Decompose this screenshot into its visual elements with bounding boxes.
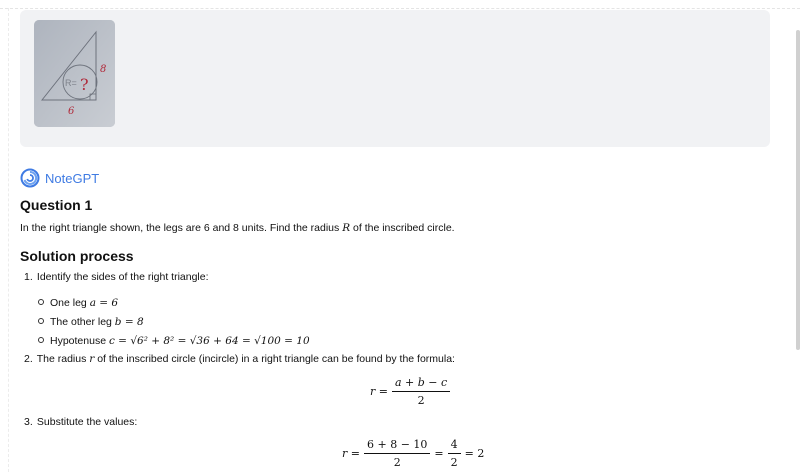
formula-fraction-2 — [448, 438, 461, 469]
formula-denominator: 2 — [417, 394, 425, 407]
question-text — [20, 222, 455, 234]
step-2-variable: r — [89, 353, 95, 365]
frame-top-border — [0, 8, 800, 9]
step-2-number: 2. — [24, 353, 33, 365]
bullet-text: Hypotenuse — [50, 335, 107, 347]
formula-lhs: r = — [370, 385, 388, 398]
question-variable: R — [342, 222, 351, 234]
step-1-number: 1. — [24, 271, 33, 283]
step-2 — [24, 353, 455, 365]
sketch-question-mark: ? — [80, 75, 89, 94]
bullet-leg-b — [38, 316, 144, 328]
question-title: Question 1 — [20, 197, 93, 213]
bullet-math: b = 8 — [114, 316, 144, 328]
step-2-text-before: The radius — [36, 353, 90, 365]
uploaded-image-panel — [20, 10, 770, 147]
bullet-icon — [38, 299, 44, 305]
incircle-formula — [370, 376, 454, 407]
step-3 — [24, 416, 137, 428]
step-1 — [24, 271, 209, 283]
step-3-text: Substitute the values: — [36, 416, 138, 428]
formula-numerator-1: 6 + 8 − 10 — [364, 438, 430, 454]
triangle-sketch-image — [34, 20, 115, 127]
bullet-leg-a — [38, 297, 118, 309]
formula-fraction-1 — [364, 438, 430, 469]
sketch-side-6: 6 — [68, 106, 75, 117]
formula-numerator-2: 4 — [448, 438, 461, 454]
bullet-math: a = 6 — [89, 297, 119, 309]
bullet-icon — [38, 318, 44, 324]
step-1-text: Identify the sides of the right triangle: — [36, 271, 209, 283]
step-2-text-after: of the inscribed circle (incircle) in a right triangle can be found by the formula: — [94, 353, 455, 365]
bullet-math: c = √6² + 8² = √36 + 64 = √100 = 10 — [108, 335, 310, 347]
uploaded-image-thumbnail[interactable] — [34, 20, 115, 127]
bullet-icon — [38, 337, 44, 343]
formula-denominator-1: 2 — [393, 456, 401, 469]
bullet-text: The other leg — [50, 316, 112, 328]
brand[interactable] — [20, 168, 99, 188]
question-text-after: of the inscribed circle. — [350, 222, 455, 234]
step-3-number: 3. — [24, 416, 33, 428]
question-text-before: In the right triangle shown, the legs are 6 and 8 units. Find the radius — [20, 222, 343, 234]
solution-title: Solution process — [20, 248, 134, 264]
swirl-logo-icon — [20, 168, 40, 188]
sketch-r-label: R= — [65, 78, 77, 88]
bullet-text: One leg — [50, 297, 87, 309]
formula-result: = 2 — [464, 447, 485, 460]
formula-numerator: a + b − c — [392, 376, 450, 392]
formula-lhs: r = — [342, 447, 360, 460]
substitution-formula — [342, 438, 484, 469]
formula-denominator-2: 2 — [450, 456, 458, 469]
bullet-hypotenuse — [38, 335, 310, 347]
frame-left-border — [8, 8, 9, 472]
sketch-side-8: 8 — [100, 64, 107, 75]
scrollbar[interactable] — [796, 30, 800, 350]
formula-equals: = — [434, 447, 444, 460]
formula-fraction — [392, 376, 450, 407]
brand-label: NoteGPT — [45, 170, 100, 186]
